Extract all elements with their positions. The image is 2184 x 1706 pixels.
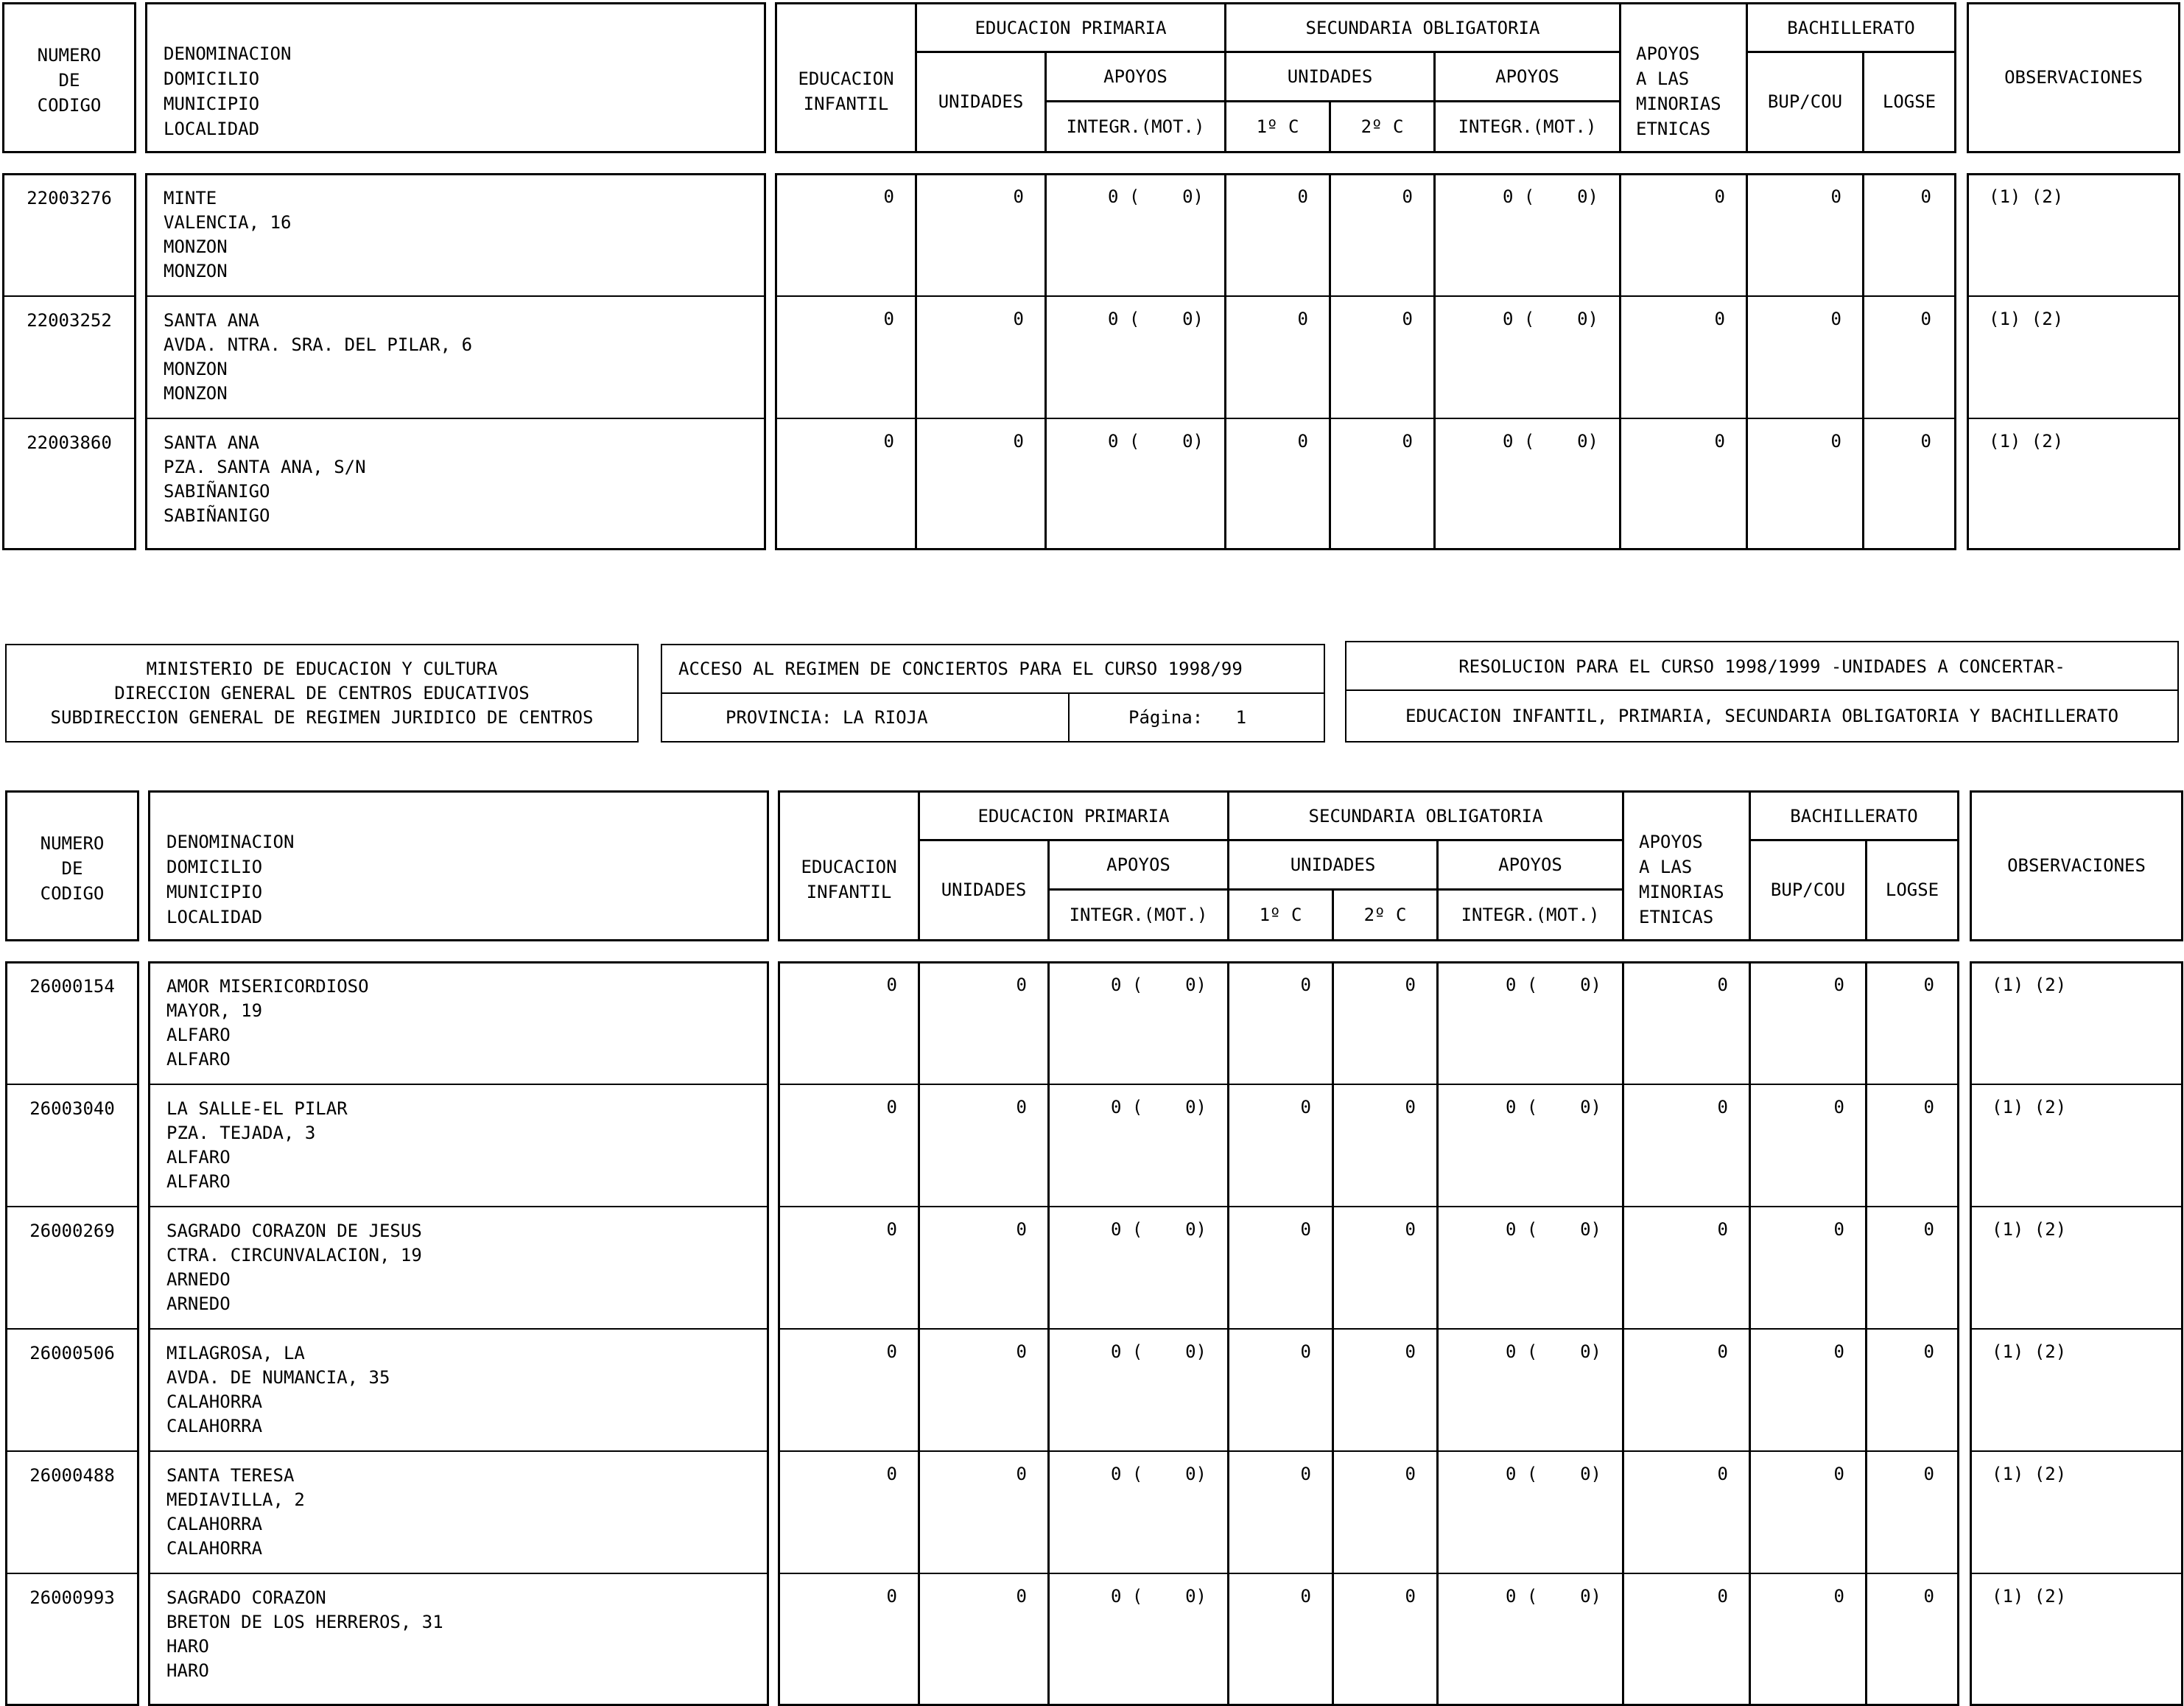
header-line: DENOMINACION [164, 43, 292, 64]
centro-line: MILAGROSA, LA [166, 1343, 305, 1363]
table1-header [0, 2, 2180, 153]
row-divider [778, 1450, 1959, 1452]
centro-line: HARO [166, 1660, 209, 1681]
primaria-unidades-value: 0 [1013, 309, 1024, 329]
niveles-line: EDUCACION INFANTIL, PRIMARIA, SECUNDARIA OBLIGATORIA Y BACHILLERATO [1405, 706, 2119, 726]
bup-cou-value: 0 [1833, 1219, 1844, 1240]
header-secundaria-integr: INTEGR.(MOT.) [1439, 891, 1624, 939]
secundaria-1c-value: 0 [1300, 975, 1311, 995]
row-divider [778, 1573, 1959, 1574]
secundaria-apoyos-value: 0 ( 0) [1502, 186, 1598, 207]
centro-line: SANTA ANA [164, 310, 260, 331]
header-bup-cou: BUP/COU [1751, 841, 1867, 939]
header-secundaria-2c: 2º C [1331, 102, 1436, 151]
secundaria-apoyos-value: 0 ( 0) [1505, 1097, 1601, 1117]
row-divider [145, 418, 766, 419]
educacion-infantil-value: 0 [886, 1097, 897, 1117]
secundaria-2c-value: 0 [1405, 1219, 1416, 1240]
header-secundaria-apoyos: APOYOS [1436, 53, 1621, 102]
centro-line: PZA. TEJADA, 3 [166, 1123, 316, 1143]
row-divider [148, 1206, 769, 1207]
secundaria-apoyos-value: 0 ( 0) [1505, 975, 1601, 995]
primaria-apoyos-value: 0 ( 0) [1110, 1341, 1207, 1362]
centro-line: ARNEDO [166, 1269, 231, 1290]
minorias-value: 0 [1714, 186, 1725, 207]
centro-line: AVDA. DE NUMANCIA, 35 [166, 1367, 390, 1388]
centro-line: ARNEDO [166, 1293, 231, 1314]
logse-value: 0 [1923, 975, 1934, 995]
educacion-infantil-value: 0 [883, 186, 894, 207]
centro-code: 22003252 [27, 310, 112, 331]
centro-line: LA SALLE-EL PILAR [166, 1098, 348, 1119]
bup-cou-value: 0 [1833, 1097, 1844, 1117]
minorias-value: 0 [1714, 431, 1725, 452]
centro-line: MONZON [164, 261, 228, 281]
centro-line: CALAHORRA [166, 1538, 263, 1559]
col-header-numero [5, 790, 139, 941]
secundaria-2c-value: 0 [1402, 431, 1413, 452]
centro-code: 26000269 [29, 1221, 115, 1241]
observaciones-value: (1) (2) [1992, 975, 2067, 995]
primaria-unidades-value: 0 [1016, 1341, 1027, 1362]
centro-line: ALFARO [166, 1049, 231, 1070]
header-secundaria-1c: 1º C [1226, 102, 1331, 151]
minorias-value: 0 [1717, 1097, 1728, 1117]
table1-body [0, 173, 2180, 550]
header-secundaria-obligatoria: SECUNDARIA OBLIGATORIA [1229, 793, 1624, 841]
logse-value: 0 [1923, 1586, 1934, 1607]
observaciones-value: (1) (2) [1992, 1464, 2067, 1484]
header-line: A LAS [1639, 857, 1693, 877]
row-divider [5, 1206, 139, 1207]
header-line: NUMERO [40, 833, 105, 854]
logse-value: 0 [1923, 1341, 1934, 1362]
header-line: ETNICAS [1636, 119, 1711, 139]
table2-body [3, 961, 2183, 1706]
header-line: A LAS [1636, 69, 1690, 89]
educacion-infantil-value: 0 [886, 1586, 897, 1607]
header-secundaria-1c: 1º C [1229, 891, 1334, 939]
bup-cou-value: 0 [1833, 1464, 1844, 1484]
primaria-unidades-value: 0 [1016, 1219, 1027, 1240]
centro-code: 26000488 [29, 1465, 115, 1486]
centro-line: ALFARO [166, 1147, 231, 1168]
col-header-numero [2, 2, 136, 153]
centro-line: PZA. SANTA ANA, S/N [164, 457, 366, 477]
header-bup-cou: BUP/COU [1748, 53, 1864, 151]
educacion-infantil-value: 0 [883, 431, 894, 452]
ministerio-line: MINISTERIO DE EDUCACION Y CULTURA [146, 659, 498, 679]
row-divider [778, 1084, 1959, 1085]
header-line: EDUCACION [798, 69, 894, 89]
row-divider [1970, 1328, 2183, 1330]
educacion-infantil-value: 0 [883, 309, 894, 329]
centro-line: HARO [166, 1636, 209, 1657]
row-divider [5, 1328, 139, 1330]
centro-line: MEDIAVILLA, 2 [166, 1489, 305, 1510]
header-line: APOYOS [1639, 832, 1703, 852]
secundaria-1c-value: 0 [1300, 1097, 1311, 1117]
header-line: DE [61, 858, 83, 879]
primaria-apoyos-value: 0 ( 0) [1110, 975, 1207, 995]
acceso-box [661, 644, 1325, 743]
educacion-infantil-value: 0 [886, 1341, 897, 1362]
column-divider [1329, 173, 1331, 550]
row-divider [775, 418, 1956, 419]
secundaria-1c-value: 0 [1300, 1464, 1311, 1484]
logse-value: 0 [1923, 1464, 1934, 1484]
row-divider [778, 1206, 1959, 1207]
row-divider [5, 1573, 139, 1574]
row-divider [148, 1450, 769, 1452]
header-line: MINORIAS [1636, 94, 1721, 114]
centro-line: MONZON [164, 359, 228, 379]
header-primaria-apoyos: APOYOS [1047, 53, 1226, 102]
secundaria-apoyos-value: 0 ( 0) [1502, 431, 1598, 452]
header-line: LOCALIDAD [164, 119, 260, 139]
header-line: DE [58, 70, 80, 91]
centro-line: AMOR MISERICORDIOSO [166, 976, 369, 997]
primaria-apoyos-value: 0 ( 0) [1110, 1586, 1207, 1607]
row-divider [1970, 1573, 2183, 1574]
column-divider [1224, 173, 1226, 550]
centro-line: SANTA TERESA [166, 1465, 295, 1486]
centro-line: ALFARO [166, 1171, 231, 1192]
direccion-line: DIRECCION GENERAL DE CENTROS EDUCATIVOS [114, 683, 530, 703]
educacion-infantil-value: 0 [886, 1219, 897, 1240]
values-column [775, 173, 1956, 550]
header-educacion-primaria: EDUCACION PRIMARIA [920, 793, 1229, 841]
header-secundaria-obligatoria: SECUNDARIA OBLIGATORIA [1226, 4, 1621, 53]
header-secundaria-apoyos: APOYOS [1439, 841, 1624, 891]
logse-value: 0 [1920, 309, 1931, 329]
bup-cou-value: 0 [1833, 975, 1844, 995]
centro-line: AVDA. NTRA. SRA. DEL PILAR, 6 [164, 334, 473, 355]
header-line: EDUCACION [801, 857, 897, 877]
header-line: NUMERO [37, 45, 102, 66]
centro-line: CTRA. CIRCUNVALACION, 19 [166, 1245, 422, 1266]
centro-code: 22003276 [27, 188, 112, 208]
header-apoyos-minorias [1624, 793, 1751, 939]
header-primaria-unidades: UNIDADES [920, 841, 1050, 939]
row-divider [1970, 1450, 2183, 1452]
col-header-denominacion [145, 2, 766, 153]
educacion-infantil-value: 0 [886, 1464, 897, 1484]
secundaria-2c-value: 0 [1402, 309, 1413, 329]
secundaria-apoyos-value: 0 ( 0) [1505, 1219, 1601, 1240]
col-header-observaciones: OBSERVACIONES [1970, 790, 2183, 941]
primaria-unidades-value: 0 [1013, 186, 1024, 207]
header-educacion-primaria: EDUCACION PRIMARIA [917, 4, 1226, 53]
secundaria-1c-value: 0 [1297, 186, 1308, 207]
primaria-unidades-value: 0 [1016, 1097, 1027, 1117]
primaria-unidades-value: 0 [1013, 431, 1024, 452]
resolucion-title: RESOLUCION PARA EL CURSO 1998/1999 -UNIDADES A CONCERTAR- [1346, 642, 2177, 691]
primaria-unidades-value: 0 [1016, 1464, 1027, 1484]
observaciones-value: (1) (2) [1989, 186, 2064, 207]
col-header-niveles [778, 790, 1959, 941]
centro-line: MONZON [164, 383, 228, 404]
centro-line: CALAHORRA [166, 1391, 263, 1412]
header-line: APOYOS [1636, 43, 1700, 64]
header-logse: LOGSE [1882, 91, 1937, 112]
centro-line: VALENCIA, 16 [164, 212, 292, 233]
ministerio-box [5, 644, 639, 743]
logse-value: 0 [1920, 431, 1931, 452]
header-secundaria-unidades: UNIDADES [1226, 53, 1436, 102]
header-line: DOMICILIO [164, 69, 260, 89]
header-secundaria-2c: 2º C [1334, 891, 1439, 939]
logse-value: 0 [1923, 1219, 1934, 1240]
observaciones-value: (1) (2) [1992, 1341, 2067, 1362]
secundaria-apoyos-value: 0 ( 0) [1505, 1341, 1601, 1362]
header-primaria-apoyos: APOYOS [1050, 841, 1229, 891]
centro-code: 26000154 [29, 976, 115, 997]
header-secundaria-integr: INTEGR.(MOT.) [1436, 102, 1621, 151]
secundaria-apoyos-value: 0 ( 0) [1502, 309, 1598, 329]
header-line: DENOMINACION [166, 832, 295, 852]
bup-cou-value: 0 [1830, 431, 1841, 452]
observaciones-value: (1) (2) [1992, 1219, 2067, 1240]
primaria-apoyos-value: 0 ( 0) [1107, 309, 1204, 329]
header-line: MUNICIPIO [166, 882, 263, 902]
provincia-cell: PROVINCIA: LA RIOJA [662, 694, 1070, 741]
centro-line: CALAHORRA [166, 1416, 263, 1436]
observaciones-column [1967, 173, 2180, 550]
secundaria-1c-value: 0 [1297, 431, 1308, 452]
header-primaria-unidades: UNIDADES [917, 53, 1047, 151]
row-divider [1970, 1084, 2183, 1085]
bup-cou-value: 0 [1830, 186, 1841, 207]
secundaria-2c-value: 0 [1405, 1341, 1416, 1362]
header-line: LOCALIDAD [166, 907, 263, 927]
row-divider [148, 1084, 769, 1085]
row-divider [5, 1084, 139, 1085]
secundaria-1c-value: 0 [1300, 1586, 1311, 1607]
centro-code: 26000993 [29, 1587, 115, 1608]
header-primaria-integr: INTEGR.(MOT.) [1050, 891, 1229, 939]
centro-line: MAYOR, 19 [166, 1000, 263, 1021]
centro-line: SAGRADO CORAZON [166, 1587, 326, 1608]
centro-line: SABIÑANIGO [164, 505, 270, 526]
header-line: DOMICILIO [166, 857, 263, 877]
centro-line: SAGRADO CORAZON DE JESUS [166, 1221, 422, 1241]
secundaria-2c-value: 0 [1405, 975, 1416, 995]
secundaria-apoyos-value: 0 ( 0) [1505, 1464, 1601, 1484]
column-divider [1044, 173, 1047, 550]
primaria-apoyos-value: 0 ( 0) [1110, 1464, 1207, 1484]
header-educacion-infantil [780, 793, 920, 939]
row-divider [778, 1328, 1959, 1330]
col-header-niveles [775, 2, 1956, 153]
row-divider [2, 418, 136, 419]
row-divider [1970, 1206, 2183, 1207]
pagina-number: 1 [1235, 707, 1247, 728]
secundaria-1c-value: 0 [1300, 1219, 1311, 1240]
row-divider [148, 1328, 769, 1330]
header-line: CODIGO [37, 95, 102, 116]
row-divider [1967, 295, 2180, 297]
row-divider [775, 295, 1956, 297]
header-line: INFANTIL [806, 882, 892, 902]
centro-line: MINTE [164, 188, 217, 208]
header-apoyos-minorias [1621, 4, 1748, 151]
centro-line: BRETON DE LOS HERREROS, 31 [166, 1612, 443, 1632]
minorias-value: 0 [1717, 1586, 1728, 1607]
secundaria-2c-value: 0 [1405, 1464, 1416, 1484]
primaria-apoyos-value: 0 ( 0) [1107, 186, 1204, 207]
header-line: ETNICAS [1639, 907, 1714, 927]
secundaria-apoyos-value: 0 ( 0) [1505, 1586, 1601, 1607]
minorias-value: 0 [1714, 309, 1725, 329]
column-divider [1433, 173, 1436, 550]
centro-code: 22003860 [27, 432, 112, 453]
observaciones-value: (1) (2) [1992, 1586, 2067, 1607]
pagina-label: Página: [1128, 707, 1204, 728]
secundaria-2c-value: 0 [1405, 1586, 1416, 1607]
primaria-apoyos-value: 0 ( 0) [1110, 1097, 1207, 1117]
educacion-infantil-value: 0 [886, 975, 897, 995]
logse-value: 0 [1920, 186, 1931, 207]
column-divider [1619, 173, 1621, 550]
centro-code: 26000506 [29, 1343, 115, 1363]
header-line: CODIGO [40, 883, 105, 904]
observaciones-value: (1) (2) [1989, 309, 2064, 329]
centro-line: ALFARO [166, 1025, 231, 1045]
resolucion-box [1345, 641, 2179, 743]
secundaria-2c-value: 0 [1402, 186, 1413, 207]
row-divider [5, 1450, 139, 1452]
column-divider [1862, 173, 1864, 550]
code-column [2, 173, 136, 550]
header-bachillerato: BACHILLERATO [1751, 793, 1957, 841]
acceso-title: ACCESO AL REGIMEN DE CONCIERTOS PARA EL CURSO 1998/99 [662, 645, 1324, 694]
primaria-unidades-value: 0 [1016, 975, 1027, 995]
centro-line: SANTA ANA [164, 432, 260, 453]
header-primaria-integr: INTEGR.(MOT.) [1047, 102, 1226, 151]
secundaria-1c-value: 0 [1300, 1341, 1311, 1362]
col-header-denominacion [148, 790, 769, 941]
header-educacion-infantil [777, 4, 917, 151]
col-header-observaciones: OBSERVACIONES [1967, 2, 2180, 153]
observaciones-value: (1) (2) [1992, 1097, 2067, 1117]
centro-line: MONZON [164, 236, 228, 257]
centro-line: CALAHORRA [166, 1514, 263, 1534]
logse-value: 0 [1923, 1097, 1934, 1117]
row-divider [2, 295, 136, 297]
bup-cou-value: 0 [1833, 1586, 1844, 1607]
pagina-cell [1070, 694, 1324, 741]
observaciones-value: (1) (2) [1989, 431, 2064, 452]
primaria-unidades-value: 0 [1016, 1586, 1027, 1607]
bup-cou-value: 0 [1830, 309, 1841, 329]
column-divider [1746, 173, 1748, 550]
minorias-value: 0 [1717, 1219, 1728, 1240]
column-divider [915, 173, 917, 550]
primaria-apoyos-value: 0 ( 0) [1110, 1219, 1207, 1240]
header-line: MUNICIPIO [164, 94, 260, 114]
secundaria-2c-value: 0 [1405, 1097, 1416, 1117]
secundaria-1c-value: 0 [1297, 309, 1308, 329]
header-bachillerato: BACHILLERATO [1748, 4, 1954, 53]
header-line: MINORIAS [1639, 882, 1724, 902]
minorias-value: 0 [1717, 1464, 1728, 1484]
primaria-apoyos-value: 0 ( 0) [1107, 431, 1204, 452]
minorias-value: 0 [1717, 1341, 1728, 1362]
table2-header [3, 790, 2183, 941]
bup-cou-value: 0 [1833, 1341, 1844, 1362]
centro-code: 26003040 [29, 1098, 115, 1119]
minorias-value: 0 [1717, 975, 1728, 995]
row-divider [148, 1573, 769, 1574]
row-divider [145, 295, 766, 297]
header-logse: LOGSE [1885, 880, 1939, 900]
header-line: INFANTIL [803, 94, 889, 114]
header-secundaria-unidades: UNIDADES [1229, 841, 1439, 891]
centro-line: SABIÑANIGO [164, 481, 270, 502]
row-divider [1967, 418, 2180, 419]
subdireccion-line: SUBDIRECCION GENERAL DE REGIMEN JURIDICO DE CENTROS [50, 707, 594, 728]
